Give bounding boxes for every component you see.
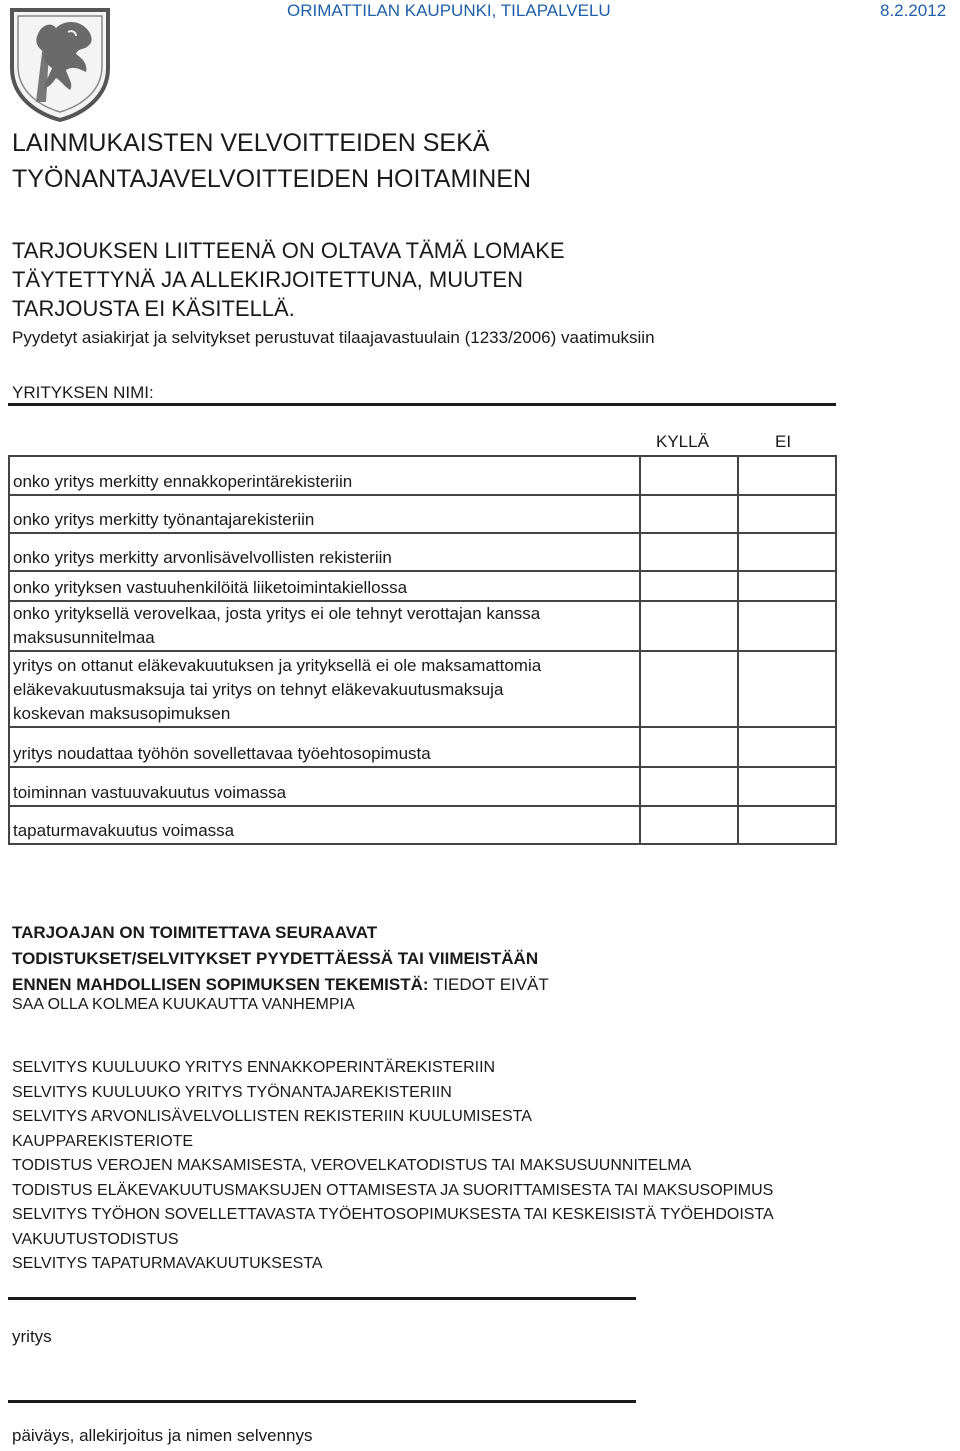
answer-yes-box[interactable] (640, 456, 738, 495)
answer-no-box[interactable] (738, 651, 836, 727)
answer-no-box[interactable] (738, 495, 836, 533)
requirement-item: TODISTUS ELÄKEVAKUUTUSMAKSUJEN OTTAMISESTA JA SUORITTAMISESTA TAI MAKSUSOPIMUS (12, 1181, 774, 1199)
answer-yes-box[interactable] (640, 651, 738, 727)
requirements-subheading: SAA OLLA KOLMEA KUUKAUTTA VANHEMPIA (12, 996, 355, 1013)
requirements-heading-line: TODISTUKSET/SELVITYKSET PYYDETTÄESSÄ TAI VIIMEISTÄÄN (12, 949, 539, 968)
checklist-question (9, 495, 640, 533)
answer-yes-box[interactable] (640, 571, 738, 601)
requirements-heading (12, 920, 672, 998)
question-line: onko yritys merkitty työnantajarekisteriin (13, 510, 315, 529)
checklist-row (9, 601, 836, 651)
question-line: onko yrityksen vastuuhenkilöitä liiketoimintakiellossa (13, 578, 408, 597)
answer-no-box[interactable] (738, 571, 836, 601)
checklist-row (9, 456, 836, 495)
document-title (12, 125, 531, 197)
company-signature-field[interactable] (8, 1297, 636, 1300)
answer-yes-box[interactable] (640, 806, 738, 844)
question-line: eläkevakuutusmaksuja tai yritys on tehnyt eläkevakuutusmaksuja (13, 680, 504, 699)
requirement-item: SELVITYS TYÖHON SOVELLETTAVASTA TYÖEHTOSOPIMUKSESTA TAI KESKEISISTÄ TYÖEHDOISTA (12, 1206, 774, 1223)
answer-no-box[interactable] (738, 456, 836, 495)
obligations-checklist (8, 455, 837, 845)
checklist-question (9, 806, 640, 844)
question-line: tapaturmavakuutus voimassa (13, 821, 235, 840)
answer-no-box[interactable] (738, 601, 836, 651)
answer-yes-box[interactable] (640, 727, 738, 767)
signature-label: päiväys, allekirjoitus ja nimen selvennys (12, 1426, 313, 1445)
requirement-item: SELVITYS KUULUUKO YRITYS ENNAKKOPERINTÄREKISTERIIN (12, 1059, 496, 1076)
notice-line: TARJOUKSEN LIITTEENÄ ON OLTAVA TÄMÄ LOMAKE (12, 238, 565, 263)
checklist-question (9, 571, 640, 601)
requirement-item: SELVITYS TAPATURMAVAKUUTUKSESTA (12, 1255, 323, 1272)
notice-text (12, 236, 565, 323)
requirements-heading-line: TARJOAJAN ON TOIMITETTAVA SEURAAVAT (12, 923, 378, 942)
checklist-row (9, 767, 836, 806)
legal-basis-text: Pyydetyt asiakirjat ja selvitykset perustuvat tilaajavastuulain (1233/2006) vaatimuksiin (12, 328, 655, 347)
checklist-row (9, 571, 836, 601)
company-name-label: YRITYKSEN NIMI: (12, 383, 154, 402)
answer-no-box[interactable] (738, 533, 836, 571)
column-no-header: EI (775, 432, 792, 451)
requirement-item: TODISTUS VEROJEN MAKSAMISESTA, VEROVELKATODISTUS TAI MAKSUSUUNNITELMA (12, 1157, 692, 1174)
company-signature-label: yritys (12, 1327, 52, 1346)
checklist-question (9, 601, 640, 651)
question-line: maksusunnitelmaa (13, 628, 155, 647)
question-line: onko yrityksellä verovelkaa, josta yritys ei ole tehnyt verottajan kanssa (13, 604, 541, 623)
answer-no-box[interactable] (738, 767, 836, 806)
signature-field[interactable] (8, 1400, 636, 1403)
answer-yes-box[interactable] (640, 495, 738, 533)
requirements-heading-tail: TIEDOT EIVÄT (428, 975, 549, 994)
checklist-row (9, 651, 836, 727)
checklist-question (9, 727, 640, 767)
notice-line: TÄYTETTYNÄ JA ALLEKIRJOITETTUNA, MUUTEN (12, 267, 523, 292)
column-yes-header: KYLLÄ (656, 432, 709, 451)
question-line: yritys on ottanut eläkevakuutuksen ja yrityksellä ei ole maksamattomia (13, 656, 542, 675)
checklist-row (9, 727, 836, 767)
checklist-question (9, 767, 640, 806)
header-date: 8.2.2012 (880, 1, 947, 20)
checklist-row (9, 533, 836, 571)
checklist-question (9, 533, 640, 571)
question-line: onko yritys merkitty ennakkoperintärekisteriin (13, 472, 353, 491)
question-line: toiminnan vastuuvakuutus voimassa (13, 783, 287, 802)
title-line: TYÖNANTAJAVELVOITTEIDEN HOITAMINEN (12, 165, 532, 193)
requirement-item: KAUPPAREKISTERIOTE (12, 1132, 194, 1150)
requirement-item: VAKUUTUSTODISTUS (12, 1230, 179, 1248)
requirements-heading-line: ENNEN MAHDOLLISEN SOPIMUKSEN TEKEMISTÄ: (12, 975, 429, 994)
requirement-item: SELVITYS ARVONLISÄVELVOLLISTEN REKISTERIIN KUULUMISESTA (12, 1108, 532, 1125)
checklist-row (9, 806, 836, 844)
answer-yes-box[interactable] (640, 533, 738, 571)
requirement-item: SELVITYS KUULUUKO YRITYS TYÖNANTAJAREKISTERIIN (12, 1083, 452, 1101)
checklist-row (9, 495, 836, 533)
question-line: onko yritys merkitty arvonlisävelvollisten rekisteriin (13, 548, 392, 567)
checklist-question (9, 651, 640, 727)
checklist-question (9, 456, 640, 495)
answer-yes-box[interactable] (640, 601, 738, 651)
answer-yes-box[interactable] (640, 767, 738, 806)
company-name-field[interactable] (8, 403, 836, 406)
answer-no-box[interactable] (738, 806, 836, 844)
notice-line: TARJOUSTA EI KÄSITELLÄ. (12, 296, 295, 321)
answer-no-box[interactable] (738, 727, 836, 767)
question-line: yritys noudattaa työhön sovellettavaa työehtosopimusta (13, 744, 431, 763)
question-line: koskevan maksusopimuksen (13, 704, 231, 723)
coat-of-arms-icon (8, 6, 112, 122)
title-line: LAINMUKAISTEN VELVOITTEIDEN SEKÄ (12, 129, 490, 157)
header-organization: ORIMATTILAN KAUPUNKI, TILAPALVELU (287, 1, 611, 20)
requirements-list (12, 1056, 774, 1277)
